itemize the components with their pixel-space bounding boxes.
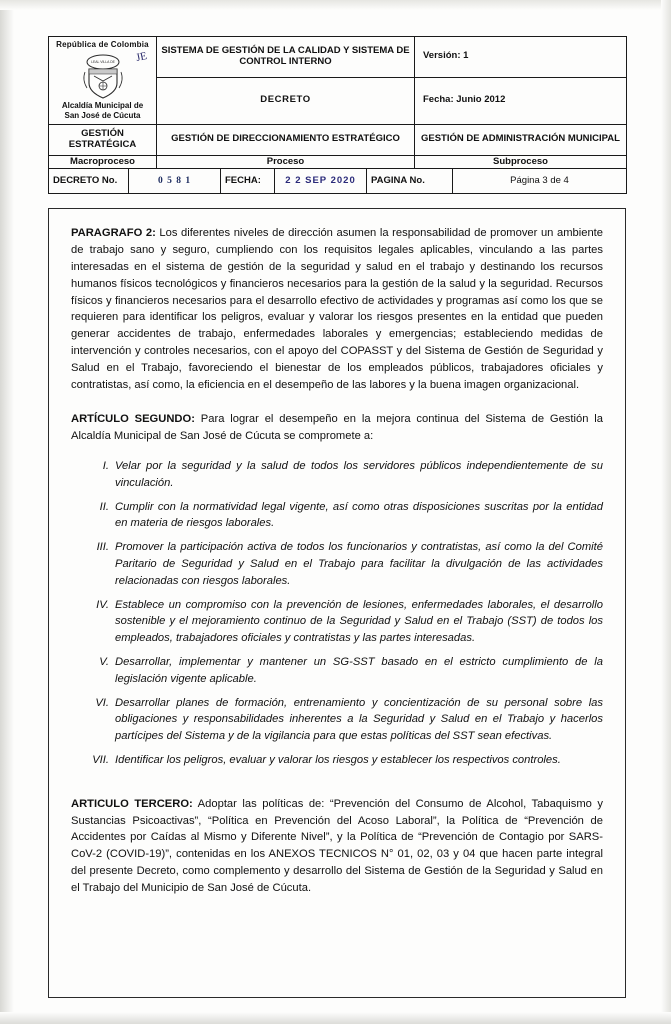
pagina-value: Página 3 de 4 (453, 169, 627, 194)
proceso-value: GESTIÓN DE DIRECCIONAMIENTO ESTRATÉGICO (157, 124, 415, 155)
list-item-text: Desarrollar planes de formación, entrenamiento y concientización de su personal sobre las obligaciones y responsabilidades inherentes a la Seguridad y Salud en el Trabajo y hacerlos partícipes del Sistema y de la vigilancia para que estas políticas del SST sean efectivas. (115, 696, 603, 743)
version-label: Versión: 1 (415, 37, 627, 78)
list-item (71, 458, 603, 492)
page-edge-shadow-top (0, 0, 671, 10)
paragraph-articulo-tercero (71, 796, 603, 897)
paragrafo-2-text: Los diferentes niveles de dirección asumen la responsabilidad de promover un ambiente de trabajo sano y seguro, cumpliendo con los requisitos legales aplicables, vinculando a las partes interesadas en el sistema de gestión de la seguridad y salud en el trabajo y destinando los recursos humanos físicos tecnológicos y financieros necesarios para la gestión de la salud y la seguridad. Recursos físicos y financieros necesarios para el desarrollo efectivo de actividades y programas así como los que se requieren para identificar los peligros, evaluar y valorar los riesgos presentes en la entidad que pueden generar accidentes de trabajo, enfermedades laborales y emergencias; estableciendo medidas de intervención y controles necesarios, con el apoyo del COPASST y del Sistema de Gestión de Seguridad y Salud en el Trabajo, favoreciendo el bienestar de los empleados públicos, trabajadores oficiales y contratistas, así como, la eficiencia en el desempeño de las labores y la buena imagen organizacional. (71, 227, 603, 391)
proceso-label: Proceso (157, 155, 415, 169)
articulo-tercero-text: Adoptar las políticas de: “Prevención del Consumo de Alcohol, Tabaquismo y Sustancias Psicoactivas”, “Política en Prevención del Acoso Laboral”, la Política de “Prevención de Accidentes por Caídas al Mismo y Diferente Nivel”, y la Política de “Prevención de Contagio por SARS-CoV-2 (COVID-19)”, contenidas en los ANEXOS TECNICOS N° 01, 02, 03 y 04 que hacen parte integral del presente Decreto, como complemento y desarrollo del Sistema de Gestión de la Seguridad y Salud en el Trabajo del Municipio de San José de Cúcuta. (71, 797, 604, 894)
paragraph-paragrafo-2 (71, 225, 603, 393)
fecha-label: FECHA: (221, 169, 275, 194)
list-item-numeral: II. (99, 500, 109, 513)
list-item (71, 539, 603, 589)
fecha-value: 2 2 SEP 2020 (275, 169, 367, 194)
articulo-tercero-label: ARTICULO TERCERO: (71, 797, 193, 810)
paragraph-articulo-segundo (71, 411, 603, 445)
list-item-numeral: I. (102, 460, 109, 473)
list-item (71, 695, 603, 745)
macroproceso-label: Macroproceso (49, 155, 157, 169)
list-item-text: Velar por la seguridad y la salud de todos los servidores públicos independientemente de su vinculación. (115, 460, 603, 489)
coat-of-arms-icon (80, 50, 126, 100)
list-item-text: Cumplir con la normatividad legal vigente, así como otras disposiciones suscritas por la entidad en materia de riesgos laborales. (115, 500, 603, 530)
document-type-title: DECRETO (157, 77, 415, 124)
list-item-numeral: VII. (92, 754, 109, 766)
decreto-no-value: 0 5 8 1 (129, 169, 221, 194)
list-item (71, 752, 603, 769)
list-item-text: Desarrollar, implementar y mantener un SG-SST basado en el estricto cumplimiento de la legislación vigente aplicable. (115, 656, 603, 685)
list-item (71, 499, 603, 533)
page-edge-shadow-bottom (0, 1012, 671, 1024)
system-title: SISTEMA DE GESTIÓN DE LA CALIDAD Y SISTEMA DE CONTROL INTERNO (157, 37, 415, 78)
page-edge-shadow-left (0, 0, 14, 1024)
entity-name-line-1: Alcaldía Municipal de (61, 101, 144, 111)
paragrafo-2-label: PARAGRAFO 2: (71, 227, 156, 240)
header-row-processes (49, 124, 627, 155)
handwritten-initials: JE (134, 49, 149, 65)
macroproceso-value: GESTIÓN ESTRATÉGICA (49, 124, 157, 155)
decreto-no-label: DECRETO No. (49, 169, 129, 194)
document-content (48, 36, 626, 998)
svg-text:LEAL VILLA DE: LEAL VILLA DE (90, 60, 115, 65)
crest-country-label: República de Colombia (56, 40, 149, 49)
decreto-number-row (49, 169, 627, 194)
list-item-numeral: VI. (95, 696, 109, 709)
list-item-numeral: III. (96, 541, 109, 554)
articulo-segundo-text: Para lograr el desempeño en la mejora continua del Sistema de Gestión la Alcaldía Municipal de San José de Cúcuta se compromete a: (71, 413, 603, 443)
list-item-text: Promover la participación activa de todos los funcionarios y contratistas, así como la del Comité Paritario de Seguridad y Salud en el Trabajo para facilitar la divulgación de las actividades relacionadas con riesgos laborales. (115, 541, 603, 587)
crest-cell (49, 37, 157, 125)
list-item-numeral: V. (99, 656, 109, 669)
articulo-segundo-label: ARTÍCULO SEGUNDO: (71, 413, 195, 426)
list-item (71, 654, 603, 688)
subproceso-label: Subproceso (415, 155, 627, 169)
date-label: Fecha: Junio 2012 (415, 77, 627, 124)
entity-name-line-2: San José de Cúcuta (64, 111, 141, 121)
commitments-list (71, 458, 603, 769)
pagina-label: PAGINA No. (367, 169, 453, 194)
spacer (71, 776, 603, 796)
list-item-text: Establece un compromiso con la prevención de lesiones, enfermedades laborales, el desarrollo sostenible y el mejoramiento continuo de la Seguridad y Salud en el Trabajo (SST) de todos los empleados, trabajadores oficiales y contratistas y las partes interesadas. (115, 598, 603, 645)
subproceso-value: GESTIÓN DE ADMINISTRACIÓN MUNICIPAL (415, 124, 627, 155)
list-item-numeral: IV. (96, 598, 109, 611)
page-edge-shadow-right (661, 0, 671, 1024)
list-item-text: Identificar los peligros, evaluar y valorar los riesgos y establecer los respectivos controles. (115, 754, 561, 766)
list-item (71, 597, 603, 647)
decreto-number-table (48, 168, 627, 194)
header-row-process-labels (49, 155, 627, 169)
document-body (48, 208, 626, 998)
